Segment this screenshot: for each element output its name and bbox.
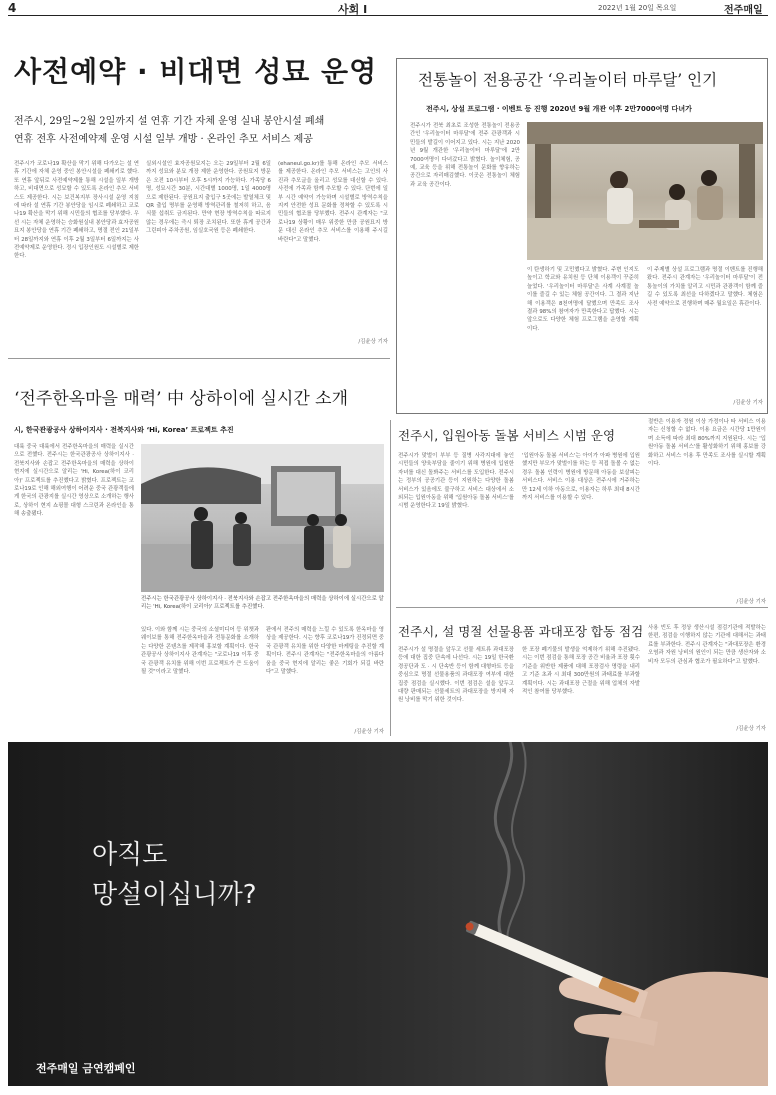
subheadline: 전주시, 상설 프로그램 · 이벤트 등 진행 2020년 9월 개관 이후 2만7000여명 다녀가 <box>426 105 692 113</box>
article-body: 전주시가 코로나19 확산을 막기 위해 다가오는 설 연휴 기간에 자체 운영 중인 봉안시설을 폐쇄키로 했다. 또 연휴 앞뒤로 사전예약제를 통해 시설을 일부 개방하고, 비대면으로 성묘할 수 있도록 온라인 추모 서비스도 제공한다. 시는 보건복지부 장사시설 운영 지침에 따라 설 연휴 기간 봉안당을 임시로 폐쇄하고 코로나19 확산을 막기 위해 시민들의 협조를 당부했다. 우선 시는 자체 운영하는 승화원실내 봉안당과 효자공원묘지 봉안당을 연휴 기간 폐쇄하고, 명절 전인 21일부터 28일까지와 연휴 이후 2월 3일부터 6일까지는 사전예약제로 운영한다. 정시 입장인원도 시설별로 제한한다. <box>14 161 139 260</box>
headline: ‘전주한옥마을 매력’ 中 상하이에 실시간 소개 <box>14 389 349 409</box>
article-body: 이 탄생하기 및 고민했다고 밝혔다. 주변 인지도 높이고 학교와 유치원 등 단체 이용객이 꾸준히 늘었다. '우리놀이터 마루달'은 사계 사계절 놀이를 즐길 수 있는 체험 공간이다. 그 결과 지난해 이용객은 8천여명에 달했으며 만족도 조사 결과 98%의 참여자가 만족한다고 답했다. 시는 앞으로도 다양한 체험 프로그램을 운영할 계획이다. <box>527 267 639 332</box>
byline: /김윤상 기자 <box>358 339 388 345</box>
article-body: 전주시가 전북 최초로 조성한 전통놀이 전용공간인 '우리놀이터 마루달'에 전주 관광객과 시민들의 발길이 이어지고 있다. 시는 지난 2020년 9월 개관한 '우리놀이터 마루달'에 2만7000여명이 다녀갔다고 밝혔다. 놀이체험, 공예, 교육 등을 위해 전통놀이 문화를 향유하는 공간으로 자리매김했다. 이곳은 전통놀이 체험과 교육 공간이다. <box>410 123 520 188</box>
headline: 전통놀이 전용공간 ‘우리놀이터 마루달’ 인기 <box>418 71 718 89</box>
page-header <box>8 0 768 16</box>
article-body: 판에서 전주의 매력을 느낄 수 있도록 한옥마을 영상을 제공한다. 시는 향후 코로나19가 진정되면 중국 관광객 유치를 위한 다양한 마케팅을 추진할 계획이다. 전주시 관계자는 "전주한옥마을의 아름다움을 중국 현지에 알리는 좋은 기회가 되길 바란다"고 말했다. <box>266 627 384 676</box>
byline: /김윤상 기자 <box>354 729 384 735</box>
playground-photo-illustration <box>527 122 763 260</box>
headline: 전주시, 입원아동 돌봄 서비스 시범 운영 <box>398 428 616 443</box>
paper-name: 전주매일 <box>724 5 763 16</box>
article-body: 한 포장 폐기물의 발생을 억제하기 위해 추진됐다. 시는 이번 점검을 통해 포장 공간 비율과 포장 횟수 기준을 위반한 제품에 대해 포장검사 명령을 내리고 기준 초과 시 최대 300만원의 과태료를 부과할 계획이다. 시는 과대포장 근절을 위해 업체의 자발적인 참여를 당부했다. <box>522 647 640 696</box>
playground-photo <box>527 122 763 260</box>
subheadline: 연휴 전후 사전예약제 운영 시설 일부 개방 · 온라인 추모 서비스 제공 <box>14 134 313 145</box>
headline: 사전예약 · 비대면 성묘 운영 <box>14 55 378 88</box>
cigarette-hand-illustration <box>8 742 768 1086</box>
article-body: 대륙 중국 대륙에서 전주한옥마을의 매력을 실시간으로 전했다. 전주시는 한국관광공사 상하이지사 · 전북지사와 손잡고 전주한옥마을의 매력을 상하이 현지에 실시간으로 알리는 'Hi, Korea(하이 코리아)' 프로젝트를 추진했다고 밝혔다. 프로젝트는 코로나19로 인해 해외여행이 어려운 중국 관광객들에게 한국의 관광지를 실시간 영상으로 소개하는 행사로, 상하이 현지 쇼핑몰 대형 스크린과 온라인을 통해 송출됐다. <box>14 444 134 518</box>
hanok-photo-illustration <box>141 444 384 592</box>
anti-smoking-ad <box>8 742 768 1086</box>
article-body: 절반은 이용자 정원 이상 가정이나 타 서비스 이용자는 신청할 수 없다. 이용 요금은 시간당 1만원이며 소득에 따라 최대 80%까지 지원된다. 시는 '입원아동 돌봄 서비스'를 활성화하기 위해 홍보를 강화하고 서비스 이용 후 만족도 조사를 실시할 계획이다. <box>648 419 766 468</box>
column-divider <box>390 420 391 736</box>
ad-headline-line1: 아직도 <box>92 840 168 870</box>
byline: /김윤상 기자 <box>736 726 766 732</box>
article-body: 있다. 이와 함께 시는 중국의 소셜미디어 등 위챗과 웨이보를 통해 전주한옥마을과 전통문화를 소개하는 다양한 콘텐츠를 제작해 홍보할 계획이다. 한국관광공사 상하이지사 관계자는 "코로나19 이후 중국 관광객 유치를 위해 이번 프로젝트가 큰 도움이 될 것"이라고 말했다. <box>141 627 259 676</box>
article-body: 실외시설인 효자공원묘지는 오는 29일부터 2월 6일까지 성묘와 분묘 개장 제한 운영한다. 공원묘지 방문은 오전 10시부터 오후 5시까지 가능하다. 가족당 6명, 성묘시간 30분, 시간대별 1000명, 1일 4000명으로 제한된다. 공원묘지 출입구 5곳에는 발열체크 및 QR 출입 명부를 운영해 방역관리를 철저히 하고, 음식물 섭취도 금지된다. 만약 현장 방역수칙을 따르지 않는 경우에는 즉시 퇴장 조치된다. 또한 휴게 공간과 그린피아 주차공원, 임실호국원 등은 폐쇄한다. <box>146 161 271 235</box>
article-body: '입원아동 돌봄 서비스'는 아이가 아파 병원에 입원했지만 부모가 맞벌이를 하는 등 직접 돌볼 수 없는 경우 돌봄 인력이 병원에 방문해 아동을 보살피는 서비스다. 서비스 이용 대상은 전주시에 거주하는 만 12세 이하 아동으로, 이용자는 하루 최대 8시간까지 서비스를 이용할 수 있다. <box>522 453 640 502</box>
hanok-photo <box>141 444 384 592</box>
section-divider <box>396 607 768 608</box>
page-number: 4 <box>8 1 17 15</box>
ad-headline-line2: 망설이십니까? <box>92 880 257 910</box>
subheadline: 시, 한국관광공사 상하이지사 · 전북지사와 ‘Hi, Korea’ 프로젝트 추진 <box>14 426 234 434</box>
article-body: 전주시가 맞벌이 부부 등 질병 사각지대에 놓인 시민들의 양육부담을 줄이기 위해 병원에 입원한 자녀를 대신 돌봐주는 서비스를 도입한다. 전주시는 정부의 공공기관 등이 지원하는 다양한 돌봄 서비스가 있음에도 불구하고 서비스 대상에서 소외되는 입원아동을 위해 '입원아동 돌봄 서비스'를 시범 운영한다고 19일 밝혔다. <box>398 453 514 510</box>
subheadline: 전주시, 29일~2월 2일까지 설 연휴 기간 자체 운영 실내 봉안시설 폐쇄 <box>14 116 325 127</box>
byline: /김윤상 기자 <box>733 400 763 406</box>
ad-campaign-label: 전주매일 금연캠페인 <box>36 1062 136 1075</box>
headline: 전주시, 설 명절 선물용품 과대포장 합동 점검 <box>398 624 644 639</box>
article-body: 사용 빈도 후 정상 생산시설 점검기관에 적발하는 한편, 점검을 이행하지 않는 기관에 대해서는 과태료를 부과한다. 전주시 관계자는 "과대포장은 환경오염과 자원 낭비의 원인이 되는 만큼 생산자와 소비자 모두의 관심과 협조가 필요하다"고 말했다. <box>648 625 766 665</box>
byline: /김윤상 기자 <box>736 599 766 605</box>
issue-date: 2022년 1월 20일 목요일 <box>598 4 677 12</box>
section-name: 사회 Ⅰ <box>338 3 368 16</box>
photo-caption: 전주시는 한국관광공사 상하이지사 · 전북지사와 손잡고 전주한옥마을의 매력을 상하이에 실시간으로 알리는 'Hi, Korea(하이 코리아)' 프로젝트를 추진했다. <box>141 596 384 610</box>
article-body: 전주시가 설 명절을 앞두고 선물 세트류 과대포장 등에 대한 집중 단속에 나선다. 시는 19일 한국환경공단과 도 · 시 단속반 등이 함께 대형마트 등을 중심으로 명절 선물용품의 과대포장 여부에 대한 집중 점검을 실시했다. 이번 점검은 설을 앞두고 대량 판매되는 선물세트의 과대포장을 방지해 자원 낭비를 막기 위한 것이다. <box>398 647 514 704</box>
article-body: 이 주제별 상설 프로그램과 명절 이벤트를 진행해 왔다. 전주시 관계자는 '우리놀이터 마루달'이 전통놀이의 가치를 알리고 시민과 관광객이 함께 즐길 수 있도록 최선을 다하겠다고 말했다. 체험은 사전 예약으로 진행하며 매주 월요일은 휴관이다. <box>647 267 763 307</box>
article-body: (ehaneul.go.kr)를 통해 온라인 추모 서비스를 제공한다. 온라인 추모 서비스는 고인의 사진과 추모글을 올리고 성묘를 대신할 수 있다. 사전에 가족과 함께 추모할 수 있다. 단번에 일부 시간 예약이 가능하며 시설별로 방역수칙을 지켜 안전한 성묘 문화를 정착할 수 있도록 시민들의 협조를 당부했다. 전주시 관계자는 "코로나19 상황이 매우 위중한 만큼 공원묘지 방문 대신 온라인 추모 서비스를 이용해 주시길 바란다"고 말했다. <box>278 161 388 243</box>
section-divider <box>8 358 390 359</box>
